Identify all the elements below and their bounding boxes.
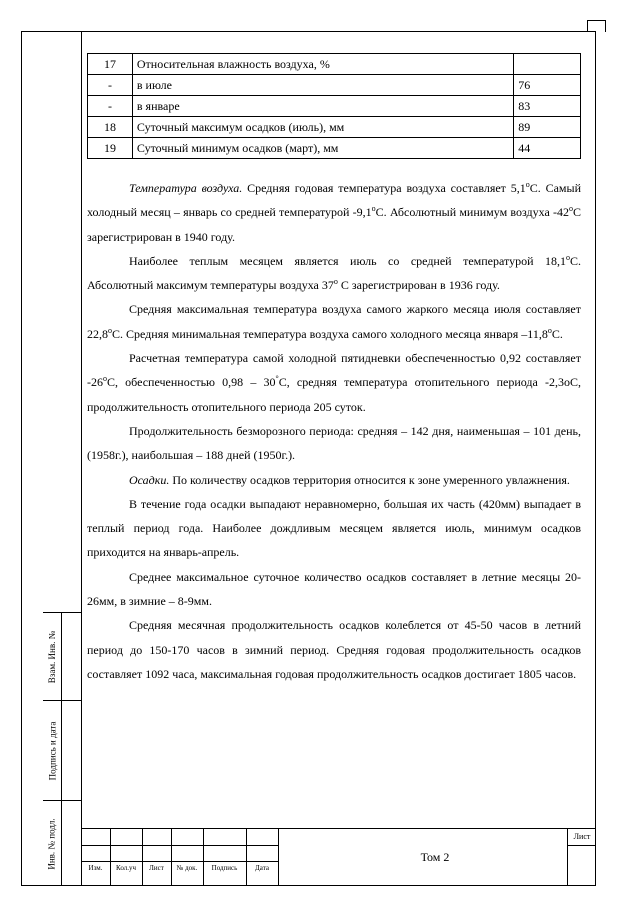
header-signature: Подпись bbox=[211, 864, 238, 872]
paragraph-design-temperature bbox=[87, 346, 581, 419]
title-block-col bbox=[246, 828, 247, 886]
row-label: в июле bbox=[132, 75, 513, 96]
paragraph-duration: Средняя месячная продолжительность осадков колеблется от 45-50 часов в летний период до 150-170 часов в зимний период. Средняя годовая продолжительность осадков составляет 1092 часа, максимальная годовая продолжительность осадков достигает 1805 часов. bbox=[87, 618, 581, 681]
row-number: - bbox=[88, 96, 133, 117]
paragraph-distribution: В течение года осадки выпадают неравномерно, большая их часть (420мм) выпадает в теплый период года. Наиболее дождливым месяцем является июль, минимум осадков приходится на январь-апрель. bbox=[87, 496, 581, 560]
table-row bbox=[88, 117, 581, 138]
row-value: 83 bbox=[514, 96, 581, 117]
row-value: 76 bbox=[514, 75, 581, 96]
climate-table bbox=[87, 53, 581, 159]
paragraph-average-extremes bbox=[87, 297, 581, 346]
row-number: 17 bbox=[88, 54, 133, 75]
title-block-col bbox=[142, 828, 143, 886]
row-number: 19 bbox=[88, 138, 133, 159]
row-number: - bbox=[88, 75, 133, 96]
row-value bbox=[514, 54, 581, 75]
stamp-label bbox=[43, 613, 61, 700]
paragraph-daily-maximum: Среднее максимальное суточное количество осадков составляет в летние месяцы 20-26мм, в зимние – 8-9мм. bbox=[87, 569, 581, 609]
row-label: Относительная влажность воздуха, % bbox=[132, 54, 513, 75]
degree-mark: o bbox=[333, 277, 338, 287]
stamp-label bbox=[43, 701, 61, 800]
degree-mark: o bbox=[525, 180, 530, 189]
row-value: 89 bbox=[514, 117, 581, 138]
stamp-label-text: Подпись и дата bbox=[47, 721, 57, 780]
row-value: 44 bbox=[514, 138, 581, 159]
section-heading: Температура воздуха. bbox=[129, 181, 243, 195]
table-row bbox=[88, 54, 581, 75]
table-row bbox=[88, 96, 581, 117]
text-span: С. Абсолютный максимум температуры воздуха 37 bbox=[87, 253, 581, 293]
text-span: Наиболее теплым месяцем является июль со средней температурой 18,1 bbox=[129, 253, 566, 268]
header-izm: Изм. bbox=[88, 864, 103, 872]
stamp-divider bbox=[61, 701, 62, 800]
title-block-top bbox=[81, 828, 596, 829]
stamp-label-text: Инв. № подл. bbox=[47, 817, 57, 870]
title-block-row bbox=[567, 845, 596, 846]
table-row bbox=[88, 75, 581, 96]
corner-tab bbox=[587, 20, 606, 32]
header-kol-uch: Кол.уч bbox=[116, 864, 136, 872]
paragraph-warmest bbox=[87, 249, 581, 298]
header-date: Дата bbox=[255, 864, 269, 872]
title-block-col bbox=[203, 828, 204, 886]
stamp-divider bbox=[61, 613, 62, 700]
row-label: Суточный максимум осадков (июль), мм bbox=[132, 117, 513, 138]
degree-mark: o bbox=[108, 325, 112, 335]
sheet-label: Лист bbox=[573, 832, 591, 841]
title-block-col bbox=[110, 828, 111, 886]
row-label: Суточный минимум осадков (март), мм bbox=[132, 138, 513, 159]
stamp-vzam bbox=[43, 612, 81, 700]
text-span: С. Абсолютный минимум воздуха -42 bbox=[375, 205, 569, 220]
text-span: По количеству осадков территория относится к зоне умеренного увлажнения. bbox=[169, 472, 570, 487]
degree-mark: o bbox=[103, 374, 107, 384]
paragraph-frost-free: Продолжительность безморозного периода: средняя – 142 дня, наименьшая – 101 день, (1958г.), наибольшая – 188 дней (1950г.). bbox=[87, 423, 581, 463]
row-label: в январе bbox=[132, 96, 513, 117]
stamp-podpis bbox=[43, 700, 81, 800]
table-row bbox=[88, 138, 581, 159]
row-number: 18 bbox=[88, 117, 133, 138]
section-heading: Осадки. bbox=[129, 472, 170, 487]
text-span: Расчетная температура самой холодной пятидневки обеспеченностью 0,92 составляет -26 bbox=[87, 351, 581, 390]
degree-mark: o bbox=[371, 204, 376, 214]
paragraph-precipitation bbox=[87, 468, 581, 492]
stamp-label bbox=[43, 801, 61, 886]
text-span: С зарегистрирован в 1936 году. bbox=[337, 278, 500, 293]
degree-mark: o bbox=[547, 325, 552, 335]
text-span: Средняя максимальная температура воздуха самого жаркого месяца июля составляет 22,8 bbox=[87, 302, 581, 341]
header-doc-number: № док. bbox=[176, 864, 198, 872]
stamp-divider bbox=[61, 801, 62, 886]
text-span: С, средняя температура отопительного периода -2,3оС, продолжительность отопительного периода 205 суток. bbox=[87, 375, 581, 414]
degree-mark: ° bbox=[275, 374, 279, 384]
degree-mark: o bbox=[568, 204, 573, 214]
title-block-col bbox=[278, 828, 279, 886]
volume-label: Том 2 bbox=[420, 850, 450, 864]
paragraph-temperature bbox=[87, 176, 581, 249]
text-span: Средняя годовая температура воздуха составляет 5,1 bbox=[242, 181, 526, 195]
header-list: Лист bbox=[149, 864, 164, 872]
text-span: С зарегистрирован в 1940 году. bbox=[87, 205, 581, 244]
text-span: С. bbox=[551, 326, 563, 341]
text-span: С. Средняя минимальная температура воздуха самого холодного месяца января –11,8 bbox=[112, 326, 548, 341]
text-span: С, обеспеченностью 0,98 – 30 bbox=[107, 375, 276, 390]
degree-mark: o bbox=[565, 252, 570, 262]
text-span: С. Самый холодный месяц – январь со средней температурой -9,1 bbox=[87, 181, 581, 220]
body-text bbox=[87, 176, 581, 686]
title-block-col bbox=[171, 828, 172, 886]
stamp-inv bbox=[43, 800, 81, 886]
stamp-label-text: Взам. Инв. № bbox=[47, 630, 57, 683]
